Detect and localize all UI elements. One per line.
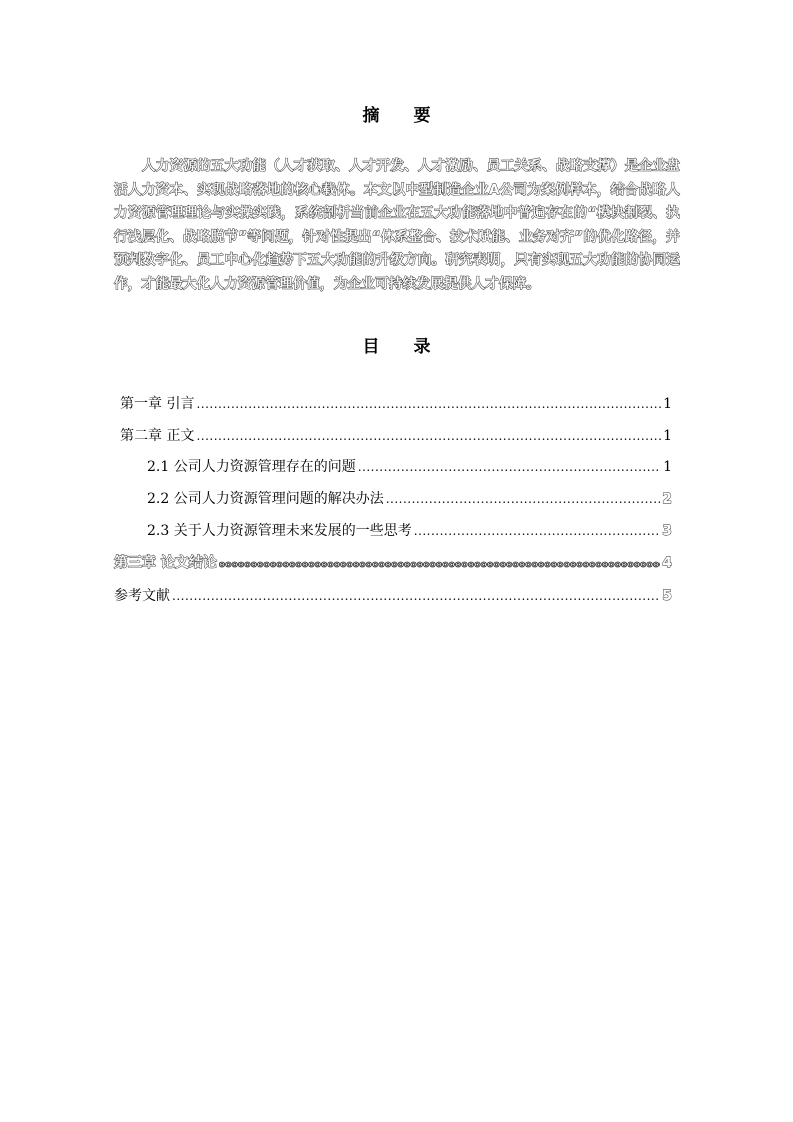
toc-entry-page: 2 — [662, 491, 672, 507]
toc-entry-chapter-3[interactable] — [114, 553, 672, 573]
abstract-title: 摘 要 — [362, 106, 445, 126]
toc-entry-page: 3 — [662, 523, 672, 539]
toc-entry-page: 4 — [662, 555, 672, 571]
toc-leader-dots — [358, 457, 661, 477]
toc-leader-dots — [196, 426, 661, 446]
toc-entry-label: 2.2 公司人力资源管理问题的解决办法 — [147, 491, 384, 507]
toc-entry-section-2-1[interactable] — [147, 457, 672, 477]
toc-title: 目 录 — [362, 337, 445, 357]
toc-entry-chapter-2[interactable] — [120, 426, 672, 446]
toc-entry-page: 5 — [662, 588, 672, 604]
toc-entry-section-2-3[interactable] — [147, 521, 672, 541]
toc-entry-label: 第二章 正文 — [120, 428, 195, 444]
toc-leader-dots — [219, 555, 660, 575]
abstract-body: 人力资源的五大功能（人才获取、人才开发、人才激励、员工关系、战略支撑）是企业盘活人力资本、实现战略落地的核心载体。本文以中型制造企业A公司为案例样本，结合战略人力资源管理理论与实操实践，系统剖析当前企业在五大功能落地中普遍存在的“模块割裂、执行浅层化、战略脱节”等问题，针对性提出“体系整合、技术赋能、业务对齐”的优化路径，并预判数字化、员工中心化趋势下五大功能的升级方向。研究表明，只有实现五大功能的协同运作，才能最大化人力资源管理价值，为企业可持续发展提供人才保障。 — [114, 158, 680, 292]
toc-entry-label: 第一章 引言 — [120, 396, 195, 412]
toc-entry-section-2-2[interactable] — [147, 489, 672, 509]
toc-entry-label: 第三章 论文结论 — [114, 555, 217, 571]
toc-leader-dots — [386, 489, 661, 509]
toc-entry-page: 1 — [663, 459, 672, 475]
toc-entry-label: 参考文献 — [114, 588, 170, 604]
toc-entry-references[interactable] — [114, 586, 672, 606]
toc-leader-dots — [172, 586, 660, 606]
toc-entry-label: 2.3 关于人力资源管理未来发展的一些思考 — [147, 523, 412, 539]
toc-entry-page: 1 — [663, 396, 672, 412]
toc-leader-dots — [414, 521, 661, 541]
toc-entry-chapter-1[interactable] — [120, 394, 672, 414]
toc-entry-page: 1 — [663, 428, 672, 444]
toc-leader-dots — [196, 394, 661, 414]
toc-entry-label: 2.1 公司人力资源管理存在的问题 — [147, 459, 356, 475]
